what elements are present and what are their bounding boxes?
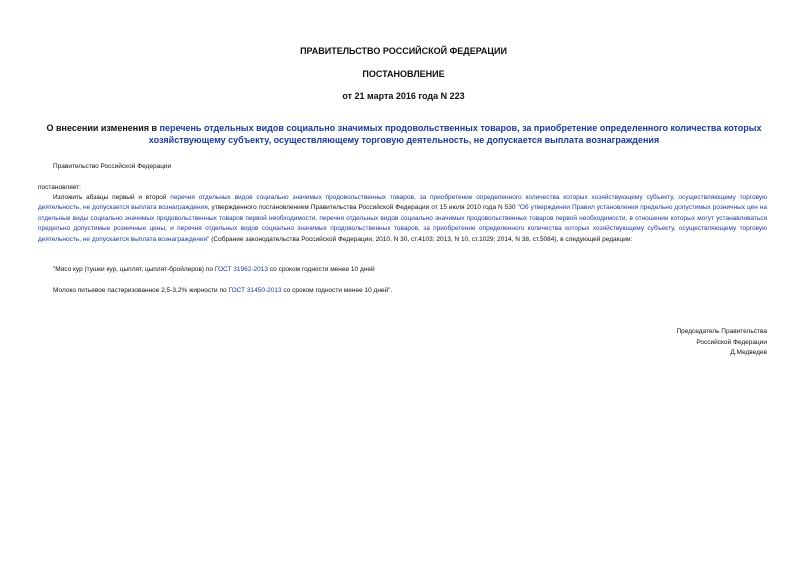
- government-heading: ПРАВИТЕЛЬСТВО РОССИЙСКОЙ ФЕДЕРАЦИИ: [300, 46, 507, 56]
- item-text: со сроком годности менее 10 дней".: [281, 287, 393, 294]
- paragraph-text: Изложить абзацы первый и второй: [53, 194, 171, 201]
- gost-link-meat[interactable]: ГОСТ 31962-2013: [214, 266, 269, 273]
- signature-position: Председатель Правительства: [676, 328, 767, 335]
- resolution-link[interactable]: "Об утверждении Правил установления предельно допустимых розничных цен на отдельные виды социально значимых продовольственных товаров первой необходимости, перечня отдельных видов социально значимых продовольственных товаров первой необходимости, в отношении которых могут устанавливаться предельно допустимые розничные цены, и перечня отдельных видов социально значимых продовольственных товаров, за приобретение определенного количества которых хозяйствующему субъекту, осуществляющему торговую деятельность, не допускается выплата вознаграждения": [38, 204, 768, 243]
- list-link[interactable]: перечня отдельных видов социально значимых продовольственных товаров, за приобретение определенного количества которых хозяйствующему субъекту, осуществляющему торговую деятельность, не допускается выплата вознаграждения: [38, 194, 767, 212]
- title-link[interactable]: перечень отдельных видов социально значимых продовольственных товаров, за приобретение определенного количества которых хозяйствующему субъекту, осуществляющему торговую деятельность, не допускается выплата вознаграждения: [148, 123, 762, 145]
- title-prefix: О внесении изменения в: [46, 123, 160, 133]
- item-milk: [53, 286, 392, 296]
- paragraph-amendment: [38, 193, 767, 245]
- gost-link-milk[interactable]: ГОСТ 31450-2013: [228, 287, 282, 294]
- signature-name: Д.Медведев: [730, 349, 767, 356]
- resolves-text: постановляет:: [38, 184, 81, 191]
- item-meat: [53, 265, 375, 275]
- item-text: Молоко питьевое пастеризованное 2,5-3,2% жирности по: [53, 287, 229, 294]
- signature-block: [676, 327, 767, 359]
- item-text: со сроком годности менее 10 дней: [268, 266, 375, 273]
- item-text: "Мясо кур (тушки кур, цыплят, цыплят-бройлеров) по: [53, 266, 215, 273]
- paragraph-text: (Собрание законодательства Российской Федерации, 2010, N 30, ст.4103; 2013, N 10, ст.1029; 2014, N 38, ст.5084), в следующей редакции:: [209, 235, 633, 243]
- authority-text: Правительство Российской Федерации: [53, 163, 172, 170]
- document-date-number: от 21 марта 2016 года N 223: [342, 91, 465, 101]
- document-title: [40, 122, 768, 146]
- paragraph-text: , утвержденного постановлением Правительства Российской Федерации от 15 июля 2010 года N 530: [207, 204, 518, 212]
- signature-country: Российской Федерации: [696, 338, 767, 346]
- document-type: ПОСТАНОВЛЕНИЕ: [362, 69, 445, 79]
